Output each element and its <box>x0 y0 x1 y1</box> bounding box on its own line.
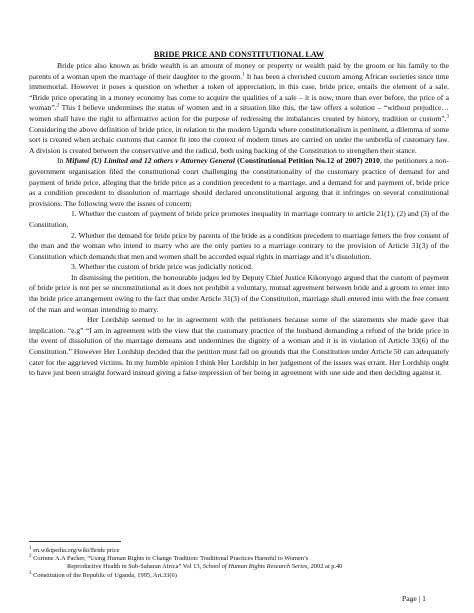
case-name: Mifumi (U) Limited and 12 others v Attorney General <box>65 156 235 166</box>
footnote-ref-3: 3 <box>446 114 449 120</box>
paragraph-intro <box>29 61 449 156</box>
footnote-2-cont-text: Reproductive Health in Sub-Saharan Africa” Vol 13, <box>67 563 202 571</box>
paragraph-intro-part-d: Considering the above definition of bride price, in relation to the modern Uganda where constitutionalism is pertinent, a dilemma of some sort is created when archaic customs that cannot fit into the context of modern times are carried on under the umbrella of customary law. A division is created between the conservative and the radical, both using backing of the Constitution to strengthen their stance. <box>29 124 449 155</box>
footnote-2-text: Corinne A.A Packer, “Using Human Rights to Change Tradition: Traditional Practices Harmful to Women’s <box>33 555 309 563</box>
footnote-1-mark: 1 <box>29 545 32 551</box>
case-description: , the petitioners a non-government organisation filed the constitutional court challenging the constitutionality of the customary practice of demand for and payment of bride price, alleging that the bride price as a condition precedent to a marriage, and a demand for and payment of, bride price as a condition precedent to dissolution of marriage should declared unconstitutional arguing that it infringes on several constitutional provisions. The following were the issues of concern; <box>29 156 450 208</box>
paragraph-case <box>29 156 449 209</box>
footnote-3 <box>29 572 449 580</box>
paragraph-intro-part-c: This I believe undermines the status of women and in a situation like this, the law offers a solution – “without prejudice…women shall have the right to affirmative action for the purpose of redressing the imbalances created by history, tradition or custom”. <box>29 103 449 123</box>
document-body <box>29 61 449 379</box>
paragraph-intro-part-b: It has been a cherished custom among African societies since time immemorial. However it poses a question on whether a token of appreciation, in this case, bride price, entails the element of a sale. “Bride price operating in a money economy has come to acquire the qualities of a sale – it is now, more than ever before, the price of a woman”. <box>29 71 449 113</box>
footnote-2 <box>29 555 449 563</box>
footnote-2-mark: 2 <box>29 554 32 560</box>
paragraph-intro-part-a: Bride price also known as bride wealth is an amount of money or property or wealth paid by the groom or his family to the parents of a woman upon the marriage of their daughter to the groom. <box>29 61 449 81</box>
footnote-divider <box>29 541 121 542</box>
issue-item-2: 2. Whether the demand for bride price by parents of the bride as a condition precedent to marriage fetters the free consent of the man and the woman who intend to marry who are the only parties to a marriage contrary to the provision of Article 31(3) of the Constitution which demands that men and women shall be accorded equal rights in marriage and it’s dissolution. <box>29 230 449 261</box>
issue-item-1: 1. Whether the custom of payment of bride price promotes inequality in marriage contrary to article 21(1), (2) and (3) of the Constitution. <box>29 209 449 229</box>
footnote-3-mark: 3 <box>29 570 32 576</box>
footnote-2-cont-end: , 2002 at p.40 <box>307 563 343 571</box>
footnote-2-series: School of Human Rights Research Series <box>202 563 308 571</box>
paragraph-lordship: Her Lordship seemed to be in agreement with the petitioners because some of the statements she made gave that implication. “e.g” “I am in agreement with the view that the customary practice of the husband demanding a refund of the bride price in the event of dissolution of the marriage demeans and undermines the dignity of a woman and it is in violation of Article 33(6) of the Constitution.” However Her Lordship decided that the petition must fail on grounds that the Constitution under Article 50 can adequately cater for the aggrieved victims. In my humble opinion I think Her Lordship in her judgement of the issues was errant. Her Lordship ought to have just been straight forward instead giving a false impression of her being in agreement with one side and then deciding against it. <box>29 315 449 378</box>
footnote-ref-2: 2 <box>56 103 60 109</box>
footnote-2-continuation <box>67 563 449 571</box>
footnote-1-text: en.wikipedia.org/wiki/Bride price <box>33 547 120 554</box>
document-page <box>29 50 449 379</box>
document-title: BRIDE PRICE AND CONSTITUTIONAL LAW <box>153 50 325 59</box>
footnote-1 <box>29 547 449 555</box>
case-citation: (Constitutional Petition No.12 of 2007) 2010 <box>237 156 380 166</box>
case-intro-word: In <box>57 156 64 166</box>
footnotes-section <box>29 541 449 580</box>
footnote-ref-1: 1 <box>242 72 245 78</box>
page-number: Page | 1 <box>402 594 426 603</box>
paragraph-dismissal: In dismissing the petition, the honourable judges led by Deputy Chief Justice Kikonyogo argued that the custom of payment of bride price is not per se unconstitutional as it does not prohibit a voluntary, mutual agreement between bride and a groom to enter into the bride price arrangement owing to the fact that under Article 31(3) of the Constitution, marriage shall entered into with the free consent of the man and woman intending to marry. <box>29 272 449 314</box>
issue-item-3: 3. Whether the custom of bride price was judicially noticed. <box>71 262 253 272</box>
footnote-3-text: Constitution of the Republic of Uganda, 1995, Art.33(6) <box>33 571 177 579</box>
